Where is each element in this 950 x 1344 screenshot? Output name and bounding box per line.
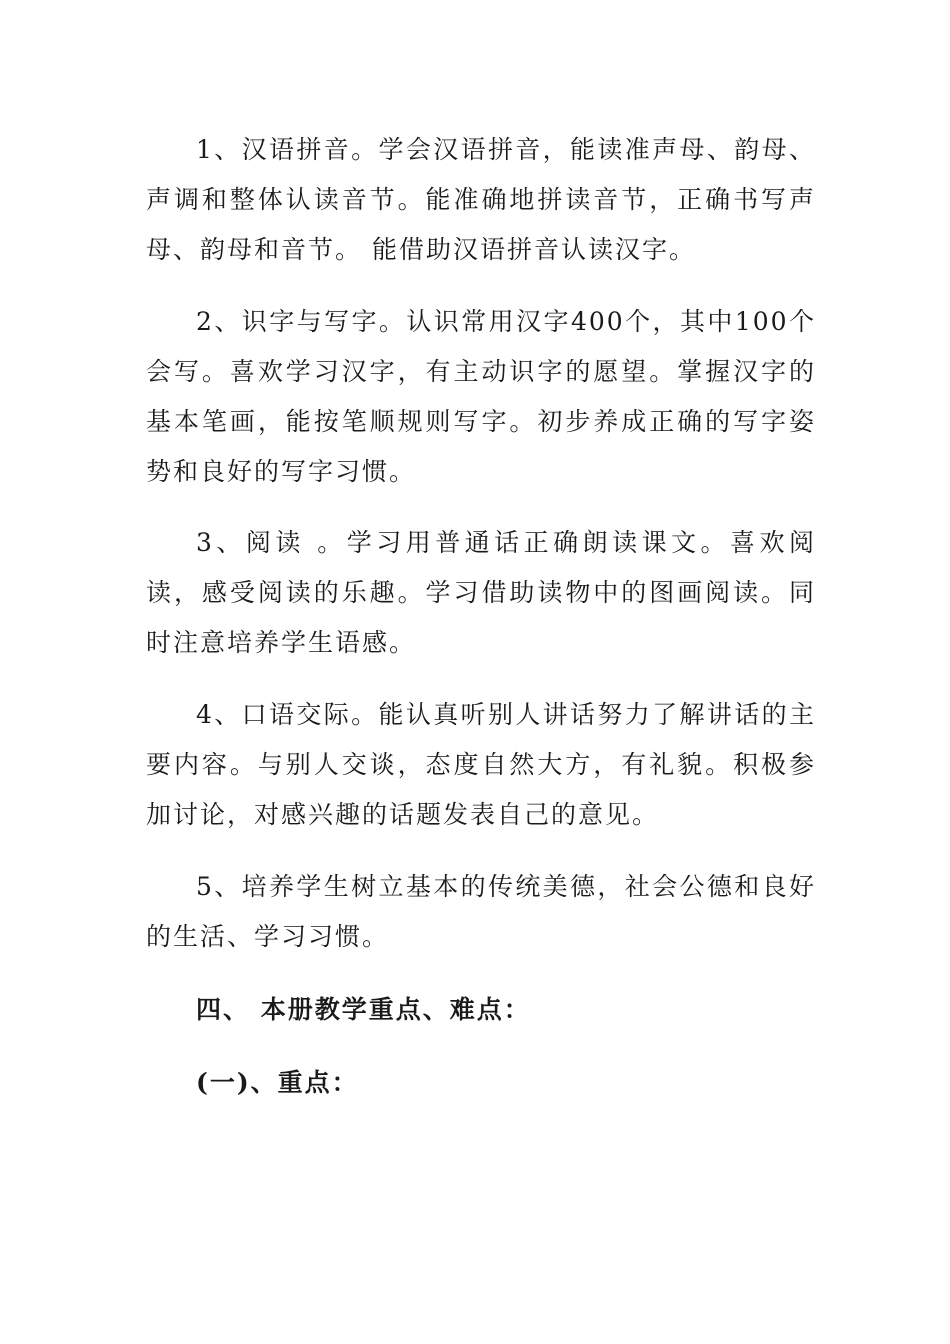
paragraph-moral-habits: 5、培养学生树立基本的传统美德，社会公德和良好的生活、学习习惯。 [146, 872, 816, 951]
subsection-heading: (一)、重点： [196, 1068, 359, 1097]
paragraph-literacy-writing: 2、识字与写字。认识常用汉字400个，其中100个会写。喜欢学习汉字，有主动识字的愿望。掌握汉字的基本笔画，能按笔顺规则写字。初步养成正确的写字姿势和良好的写字习惯。 [146, 307, 816, 486]
paragraph-pinyin: 1、汉语拼音。学会汉语拼音，能读准声母、韵母、声调和整体认读音节。能准确地拼读音节，正确书写声母、韵母和音节。 能借助汉语拼音认读汉字。 [146, 135, 816, 264]
paragraph-reading: 3、阅读 。学习用普通话正确朗读课文。喜欢阅读，感受阅读的乐趣。学习借助读物中的图画阅读。同时注意培养学生语感。 [146, 528, 816, 657]
section-heading: 四、 本册教学重点、难点： [196, 995, 531, 1024]
paragraph-oral-communication: 4、口语交际。能认真听别人讲话努力了解讲话的主要内容。与别人交谈，态度自然大方，有礼貌。积极参加讨论，对感兴趣的话题发表自己的意见。 [146, 700, 816, 829]
